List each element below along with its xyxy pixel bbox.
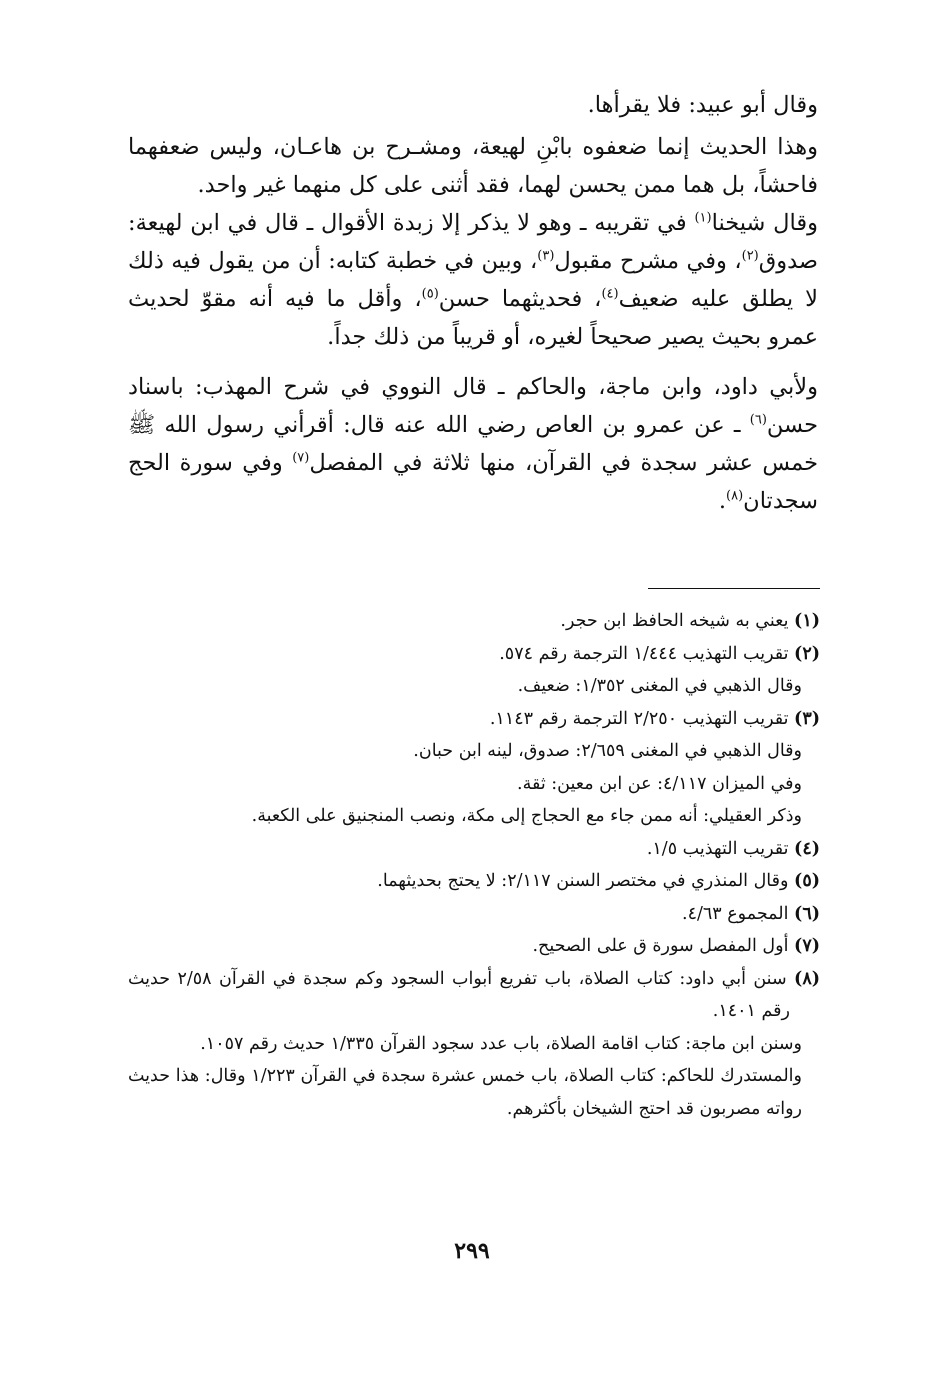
footnote-4 bbox=[128, 833, 820, 866]
footnote-3-continuation: وذكر العقيلي: أنه ممن جاء مع الحجاج إلى مكة، ونصب المنجنيق على الكعبة. bbox=[251, 806, 802, 826]
footnote-8 bbox=[128, 963, 820, 1028]
footnote-number: (٣) bbox=[794, 708, 820, 729]
paragraph-3-text-b: في تقريبه ـ وهو لا يذكر إلا زبدة الأقوال ـ قال في ابن لهيعة: صدوق bbox=[128, 210, 818, 274]
footnote-2 bbox=[128, 638, 820, 671]
paragraph-4-text-b: ـ عن عمرو بن العاص رضي الله عنه قال: أقرأني رسول الله ﷺ خمس عشر سجدة في القرآن، منها ثلاثة في المفصل bbox=[128, 412, 818, 476]
footnote-ref-5[interactable]: (٥) bbox=[421, 286, 439, 302]
footnote-ref-2[interactable]: (٢) bbox=[741, 248, 759, 264]
footnote-text: وقال المنذري في مختصر السنن ٢/١١٧: لا يحتج بحديثهما. bbox=[377, 871, 789, 891]
footnote-text: يعني به شيخه الحافظ ابن حجر. bbox=[560, 611, 789, 631]
footnotes bbox=[128, 605, 820, 1125]
paragraph-3-text-a: وقال شيخنا bbox=[711, 210, 818, 236]
paragraph-3-text-d: ، وبين في خطبة كتابه: أن من يقول فيه ذلك لا يطلق عليه ضعيف bbox=[128, 248, 818, 312]
footnote-ref-7[interactable]: (٧) bbox=[292, 450, 310, 466]
footnote-ref-4[interactable]: (٤) bbox=[601, 286, 619, 302]
paragraph-4 bbox=[128, 368, 818, 520]
paragraph-3-text-g: ، وأقل ما فيه أنه مقوّ لحديث عمرو بحيث يصير صحيحاً لغيره، أو قريباً من ذلك جداً. bbox=[128, 286, 818, 350]
paragraph-4-text-c: وفي سورة الحج سجدتان bbox=[128, 450, 818, 514]
footnote-ref-8[interactable]: (٨) bbox=[726, 488, 744, 504]
footnote-number: (٢) bbox=[794, 643, 820, 664]
footnote-2-continuation: وقال الذهبي في المغنى ١/٣٥٢: ضعيف. bbox=[517, 676, 802, 696]
footnote-text: أول المفصل سورة ق على الصحيح. bbox=[532, 936, 789, 956]
paragraph-4-text-d: . bbox=[718, 488, 727, 514]
footnote-number: (٤) bbox=[794, 838, 820, 859]
main-text bbox=[128, 86, 818, 520]
page-number: ٢٩٩ bbox=[454, 1238, 490, 1264]
footnote-3-continuation: وقال الذهبي في المغنى ٢/٦٥٩: صدوق، لينه ابن حبان. bbox=[413, 741, 802, 761]
footnote-7 bbox=[128, 930, 820, 963]
paragraph-4-text-a: ولأبي داود، وابن ماجة، والحاكم ـ قال النووي في شرح المهذب: باسناد حسن bbox=[128, 374, 818, 438]
footnote-3-continuation: وفي الميزان ٤/١١٧: عن ابن معين: ثقة. bbox=[517, 773, 802, 794]
paragraph-3-text-c: ، وفي مشرح مقبول bbox=[554, 248, 742, 274]
footnote-ref-1[interactable]: (١) bbox=[694, 210, 712, 226]
footnote-5 bbox=[128, 865, 820, 898]
paragraph-1: وقال أبو عبيد: فلا يقرأها. bbox=[587, 92, 818, 118]
footnote-text: تقريب التهذيب ٢/٢٥٠ الترجمة رقم ١١٤٣. bbox=[489, 708, 789, 729]
footnote-ref-3[interactable]: (٣) bbox=[537, 248, 555, 264]
footnote-text: تقريب التهذيب ١/٥. bbox=[646, 838, 789, 859]
footnote-8-continuation: والمستدرك للحاكم: كتاب الصلاة، باب خمس عشرة سجدة في القرآن ١/٢٢٣ وقال: هذا حديث رواته مصربون قد احتج الشيخان بأكثرهم. bbox=[128, 1066, 802, 1119]
footnote-text: سنن أبي داود: كتاب الصلاة، باب تفريع أبواب السجود وكم سجدة في القرآن ٢/٥٨ حديث رقم ١٤٠١. bbox=[128, 968, 790, 1021]
footnote-8-continuation: وسنن ابن ماجة: كتاب اقامة الصلاة، باب عدد سجود القرآن ١/٣٣٥ حديث رقم ١٠٥٧. bbox=[200, 1033, 802, 1054]
footnote-1 bbox=[128, 605, 820, 638]
footnote-text: تقريب التهذيب ١/٤٤٤ الترجمة رقم ٥٧٤. bbox=[499, 643, 789, 664]
footnote-number: (٥) bbox=[794, 871, 820, 891]
footnote-6 bbox=[128, 898, 820, 931]
footnote-divider bbox=[648, 588, 820, 589]
footnote-number: (٨) bbox=[794, 968, 820, 989]
paragraph-3-text-e: ، فحديثهما حسن bbox=[438, 286, 602, 312]
footnote-text: المجموع ٤/٦٣. bbox=[681, 903, 789, 924]
footnote-number: (٦) bbox=[794, 903, 820, 924]
footnote-number: (١) bbox=[794, 611, 820, 631]
paragraph-2: وهذا الحديث إنما ضعفوه بابْنِ لهيعة، ومشـرح بن هاعـان، وليس ضعفهما فاحشاً، بل هما ممن يحسن لهما، فقد أثنى على كل منهما غير واحد. bbox=[128, 134, 818, 198]
footnote-ref-6[interactable]: (٦) bbox=[749, 412, 767, 428]
paragraph-3 bbox=[128, 204, 818, 356]
footnote-3 bbox=[128, 703, 820, 736]
footnote-number: (٧) bbox=[794, 936, 820, 956]
